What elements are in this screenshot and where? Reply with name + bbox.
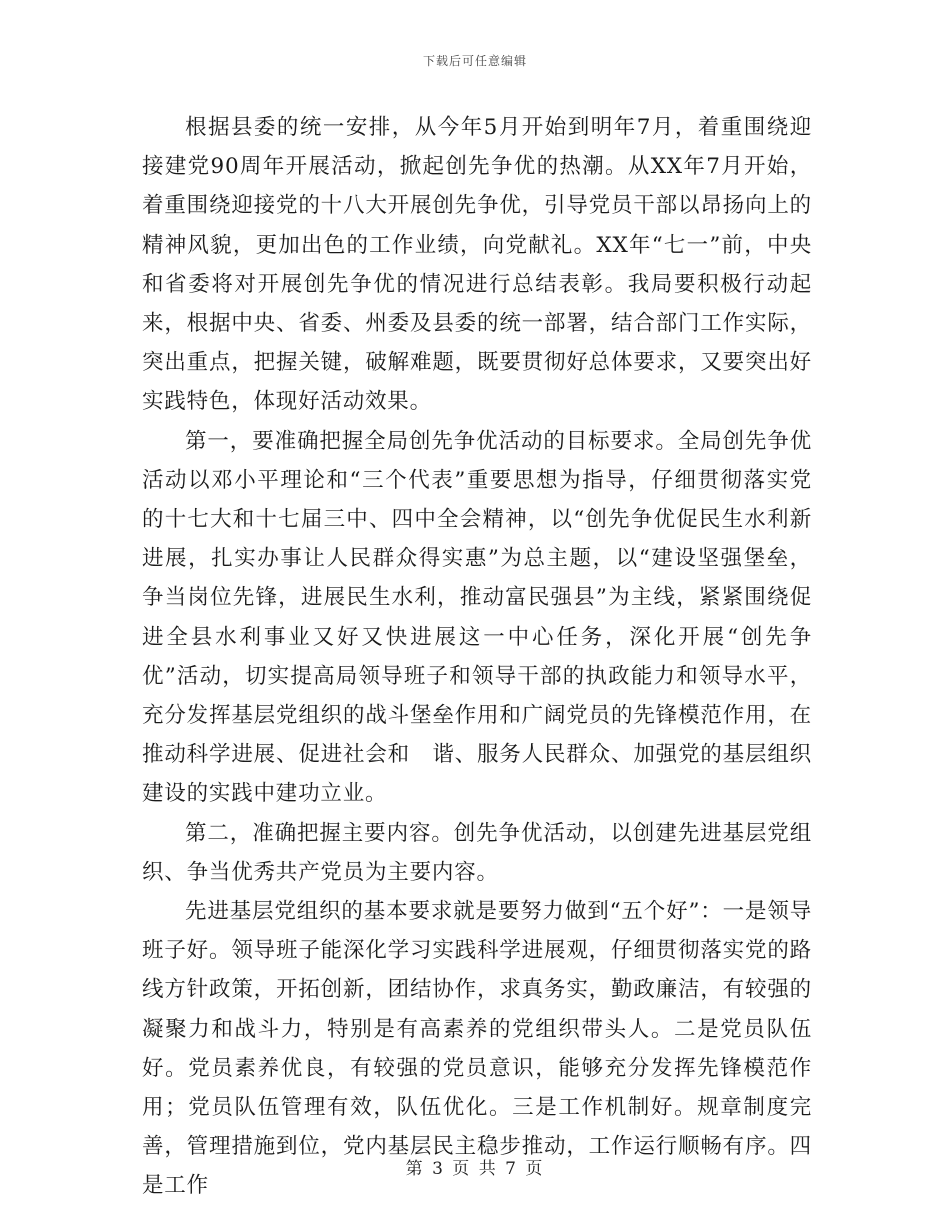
paragraph-five-goods: 先进基层党组织的基本要求就是要努力做到“五个好”：一是领导班子好。领导班子能深化学习实践科学进展观，仔细贯彻落实党的路线方针政策，开拓创新，团结协作，求真务实，勤政廉洁，有较强的凝聚力和战斗力，特别是有高素养的党组织带头人。二是党员队伍好。党员素养优良，有较强的党员意识，能够充分发挥先锋模范作用；党员队伍管理有效，队伍优化。三是工作机制好。规章制度完善，管理措施到位，党内基层民主稳步推动，工作运行顺畅有序。四是工作 [142,899,812,1199]
paragraph-first-point: 第一，要准确把握全局创先争优活动的目标要求。全局创先争优活动以邓小平理论和“三个代表”重要思想为指导，仔细贯彻落实党的十七大和十七届三中、四中全会精神，以“创先争优促民生水利新进展，扎实办事让人民群众得实惠”为总主题，以“建设坚强堡垒，争当岗位先锋，进展民生水利，推动富民强县”为主线，紧紧围绕促进全县水利事业又好又快进展这一中心任务，深化开展“创先争优”活动，切实提高局领导班子和领导干部的执政能力和领导水平，充分发挥基层党组织的战斗堡垒作用和广阔党员的先锋模范作用，在推动科学进展、促进社会和 谐、服务人民群众、加强党的基层组织建设的实践中建功立业。 [142,428,812,807]
paragraph-intro: 根据县委的统一安排，从今年5月开始到明年7月，着重围绕迎接建党90周年开展活动，掀起创先争优的热潮。从XX年7月开始，着重围绕迎接党的十八大开展创先争优，引导党员干部以昂扬向上的精神风貌，更加出色的工作业绩，向党献礼。XX年“七一”前，中央和省委将对开展创先争优的情况进行总结表彰。我局要积极行动起来，根据中央、省委、州委及县委的统一部署，结合部门工作实际，突出重点，把握关键，破解难题，既要贯彻好总体要求，又要突出好实践特色，体现好活动效果。 [142,115,812,415]
page-number-footer: 第 3 页 共 7 页 [405,1159,545,1179]
page-header: 下载后可任意编辑 [422,54,527,68]
document-body [142,108,812,1206]
paragraph-second-point: 第二，准确把握主要内容。创先争优活动，以创建先进基层党组织、争当优秀共产党员为主要内容。 [142,820,812,885]
